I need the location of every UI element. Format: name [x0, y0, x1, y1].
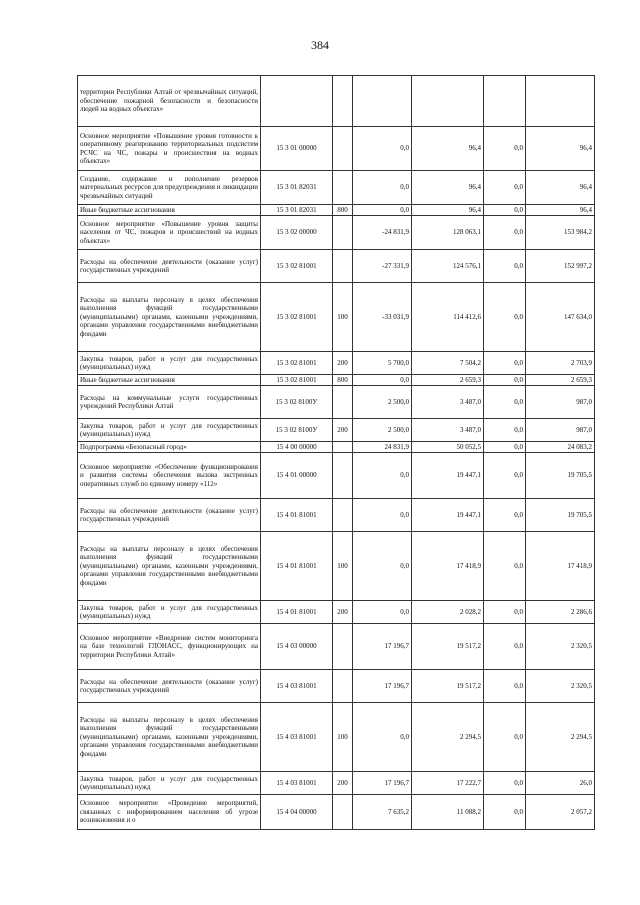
amount-total: 2 320,5: [526, 670, 595, 703]
amount-federal: 0,0: [484, 499, 526, 532]
item-name: Расходы на обеспечение деятельности (оказание услуг) государственных учреждений: [78, 670, 261, 703]
amount-change: [353, 76, 412, 127]
item-name: Основное мероприятие «Повышение уровня готовности к оперативному реагированию территориальных подсистем РСЧС на ЧС, пожары и происшествия на водных объектах»: [78, 127, 261, 171]
amount-federal: 0,0: [484, 772, 526, 795]
target-code: 15 4 01 81001: [261, 601, 333, 624]
target-code: 15 4 01 81001: [261, 532, 333, 601]
amount-federal: 0,0: [484, 205, 526, 216]
amount-total: 19 705,5: [526, 453, 595, 499]
amount-change: -33 031,9: [353, 283, 412, 352]
amount-federal: [484, 76, 526, 127]
amount-total: 24 083,2: [526, 442, 595, 453]
target-code: 15 4 03 81001: [261, 703, 333, 772]
amount-change: 0,0: [353, 601, 412, 624]
amount-federal: 0,0: [484, 795, 526, 830]
expense-type: [333, 795, 353, 830]
amount-total: 152 997,2: [526, 250, 595, 283]
amount-federal: 0,0: [484, 386, 526, 419]
expense-type: 200: [333, 352, 353, 375]
target-code: 15 4 03 81001: [261, 772, 333, 795]
amount-total: 96,4: [526, 205, 595, 216]
item-name: Иные бюджетные ассигнования: [78, 375, 261, 386]
amount-approved: 11 088,2: [412, 795, 484, 830]
target-code: 15 3 02 81001: [261, 375, 333, 386]
target-code: 15 3 01 00000: [261, 127, 333, 171]
expense-type: [333, 499, 353, 532]
expense-type: [333, 216, 353, 250]
amount-federal: 0,0: [484, 670, 526, 703]
table-row: [78, 499, 595, 532]
target-code: [261, 76, 333, 127]
expense-type: [333, 127, 353, 171]
amount-change: 24 831,9: [353, 442, 412, 453]
amount-total: 2 703,9: [526, 352, 595, 375]
amount-approved: 2 294,5: [412, 703, 484, 772]
table-row: [78, 670, 595, 703]
amount-change: 7 635,2: [353, 795, 412, 830]
item-name: Закупка товаров, работ и услуг для государственных (муниципальных) нужд: [78, 601, 261, 624]
amount-federal: 0,0: [484, 624, 526, 670]
amount-change: -27 331,9: [353, 250, 412, 283]
amount-approved: 124 576,1: [412, 250, 484, 283]
amount-total: 2 294,5: [526, 703, 595, 772]
amount-change: 5 700,0: [353, 352, 412, 375]
table-row: [78, 205, 595, 216]
table-row: [78, 375, 595, 386]
amount-change: 0,0: [353, 703, 412, 772]
amount-federal: 0,0: [484, 419, 526, 442]
table-row: [78, 216, 595, 250]
item-name: Основное мероприятие «Внедрение систем мониторинга на базе технологий ГЛОНАСС, функционирующих на территории Республики Алтай»: [78, 624, 261, 670]
table-row: [78, 795, 595, 830]
amount-federal: 0,0: [484, 453, 526, 499]
item-name: Расходы на выплаты персоналу в целях обеспечения выполнения функций государственными (муниципальными) органами, казенными учреждениями, органами управления государственными внебюджетными фондами: [78, 283, 261, 352]
amount-approved: 3 487,0: [412, 386, 484, 419]
amount-federal: 0,0: [484, 352, 526, 375]
expense-type: 100: [333, 532, 353, 601]
table-row: [78, 352, 595, 375]
amount-change: 0,0: [353, 532, 412, 601]
amount-total: 17 418,9: [526, 532, 595, 601]
amount-total: 153 984,2: [526, 216, 595, 250]
target-code: 15 4 03 00000: [261, 624, 333, 670]
amount-change: 17 196,7: [353, 624, 412, 670]
expense-type: [333, 76, 353, 127]
amount-total: 987,0: [526, 419, 595, 442]
amount-federal: 0,0: [484, 601, 526, 624]
amount-approved: 50 052,5: [412, 442, 484, 453]
amount-total: 96,4: [526, 171, 595, 205]
amount-total: 987,0: [526, 386, 595, 419]
table-row: [78, 624, 595, 670]
amount-approved: 17 222,7: [412, 772, 484, 795]
table-row: [78, 703, 595, 772]
amount-total: 2 659,3: [526, 375, 595, 386]
item-name: Закупка товаров, работ и услуг для государственных (муниципальных) нужд: [78, 772, 261, 795]
table-row: [78, 772, 595, 795]
amount-total: 96,4: [526, 127, 595, 171]
expense-type: 200: [333, 772, 353, 795]
table-row: [78, 250, 595, 283]
amount-approved: 96,4: [412, 127, 484, 171]
expense-type: 800: [333, 205, 353, 216]
target-code: 15 3 01 82031: [261, 205, 333, 216]
amount-change: 0,0: [353, 375, 412, 386]
target-code: 15 4 01 00000: [261, 453, 333, 499]
amount-approved: 2 659,3: [412, 375, 484, 386]
item-name: Подпрограмма «Безопасный город»: [78, 442, 261, 453]
amount-approved: 19 517,2: [412, 670, 484, 703]
table-row: [78, 76, 595, 127]
amount-federal: 0,0: [484, 442, 526, 453]
item-name: Расходы на обеспечение деятельности (оказание услуг) государственных учреждений: [78, 250, 261, 283]
expense-type: [333, 624, 353, 670]
amount-total: [526, 76, 595, 127]
amount-total: 26,0: [526, 772, 595, 795]
item-name: Иные бюджетные ассигнования: [78, 205, 261, 216]
expense-type: 800: [333, 375, 353, 386]
target-code: 15 3 02 81001: [261, 283, 333, 352]
amount-approved: [412, 76, 484, 127]
amount-total: 2 057,2: [526, 795, 595, 830]
amount-federal: 0,0: [484, 127, 526, 171]
item-name: Создание, содержание и пополнение резервов материальных ресурсов для предупреждения и ликвидации чрезвычайных ситуаций: [78, 171, 261, 205]
amount-total: 2 320,5: [526, 624, 595, 670]
target-code: 15 4 03 81001: [261, 670, 333, 703]
expense-type: [333, 250, 353, 283]
item-name: Основное мероприятие «Повышение уровня защиты населения от ЧС, пожаров и происшествий на водных объектах»: [78, 216, 261, 250]
target-code: 15 4 00 00000: [261, 442, 333, 453]
amount-change: 0,0: [353, 499, 412, 532]
table-row: [78, 532, 595, 601]
target-code: 15 3 02 8100У: [261, 386, 333, 419]
amount-approved: 96,4: [412, 205, 484, 216]
amount-approved: 3 487,0: [412, 419, 484, 442]
expense-type: 100: [333, 283, 353, 352]
amount-federal: 0,0: [484, 216, 526, 250]
expense-type: 200: [333, 601, 353, 624]
table-row: [78, 386, 595, 419]
amount-total: 147 634,0: [526, 283, 595, 352]
amount-total: 19 705,5: [526, 499, 595, 532]
target-code: 15 4 04 00000: [261, 795, 333, 830]
amount-change: 17 196,7: [353, 772, 412, 795]
table-row: [78, 127, 595, 171]
expense-type: [333, 171, 353, 205]
expense-type: [333, 670, 353, 703]
amount-change: 0,0: [353, 453, 412, 499]
expense-type: 200: [333, 419, 353, 442]
table-row: [78, 453, 595, 499]
amount-approved: 7 504,2: [412, 352, 484, 375]
item-name: Расходы на коммунальные услуги государственных учреждений Республики Алтай: [78, 386, 261, 419]
target-code: 15 3 02 00000: [261, 216, 333, 250]
item-name: Основное мероприятие «Обеспечение функционирования и развития системы обеспечения вызова экстренных оперативных служб по единому номеру «112»: [78, 453, 261, 499]
amount-approved: 19 447,1: [412, 499, 484, 532]
expense-type: [333, 386, 353, 419]
amount-approved: 2 028,2: [412, 601, 484, 624]
target-code: 15 3 01 82031: [261, 171, 333, 205]
item-name: Расходы на выплаты персоналу в целях обеспечения выполнения функций государственными (муниципальными) органами, казенными учреждениями, органами управления государственными внебюджетными фондами: [78, 532, 261, 601]
page-number: 384: [311, 38, 329, 52]
table-body: [78, 76, 595, 830]
table-row: [78, 442, 595, 453]
expense-type: 100: [333, 703, 353, 772]
amount-approved: 19 517,2: [412, 624, 484, 670]
amount-change: 2 500,0: [353, 419, 412, 442]
amount-change: 0,0: [353, 127, 412, 171]
table-row: [78, 419, 595, 442]
amount-change: -24 831,9: [353, 216, 412, 250]
amount-change: 0,0: [353, 171, 412, 205]
item-name: Закупка товаров, работ и услуг для государственных (муниципальных) нужд: [78, 419, 261, 442]
amount-federal: 0,0: [484, 171, 526, 205]
expense-type: [333, 442, 353, 453]
amount-total: 2 286,6: [526, 601, 595, 624]
amount-change: 2 500,0: [353, 386, 412, 419]
table-row: [78, 283, 595, 352]
target-code: 15 3 02 81001: [261, 352, 333, 375]
amount-approved: 17 418,9: [412, 532, 484, 601]
table-row: [78, 601, 595, 624]
item-name: Расходы на обеспечение деятельности (оказание услуг) государственных учреждений: [78, 499, 261, 532]
amount-federal: 0,0: [484, 250, 526, 283]
amount-approved: 96,4: [412, 171, 484, 205]
table-row: [78, 171, 595, 205]
item-name: Расходы на выплаты персоналу в целях обеспечения выполнения функций государственными (муниципальными) органами, казенными учреждениями, органами управления государственными внебюджетными фондами: [78, 703, 261, 772]
target-code: 15 3 02 8100У: [261, 419, 333, 442]
amount-federal: 0,0: [484, 532, 526, 601]
amount-approved: 128 063,1: [412, 216, 484, 250]
item-name: Основное мероприятие «Проведение мероприятий, связанных с информированием населения об угрозе возникновения и о: [78, 795, 261, 830]
amount-approved: 114 412,6: [412, 283, 484, 352]
amount-federal: 0,0: [484, 703, 526, 772]
expense-type: [333, 453, 353, 499]
target-code: 15 3 02 81001: [261, 250, 333, 283]
amount-change: 0,0: [353, 205, 412, 216]
amount-change: 17 196,7: [353, 670, 412, 703]
amount-federal: 0,0: [484, 375, 526, 386]
item-name: Закупка товаров, работ и услуг для государственных (муниципальных) нужд: [78, 352, 261, 375]
amount-federal: 0,0: [484, 283, 526, 352]
item-name: территории Республики Алтай от чрезвычайных ситуаций, обеспечение пожарной безопасности и безопасности людей на водных объектах»: [78, 76, 261, 127]
budget-table: [77, 75, 595, 830]
amount-approved: 19 447,1: [412, 453, 484, 499]
target-code: 15 4 01 81001: [261, 499, 333, 532]
